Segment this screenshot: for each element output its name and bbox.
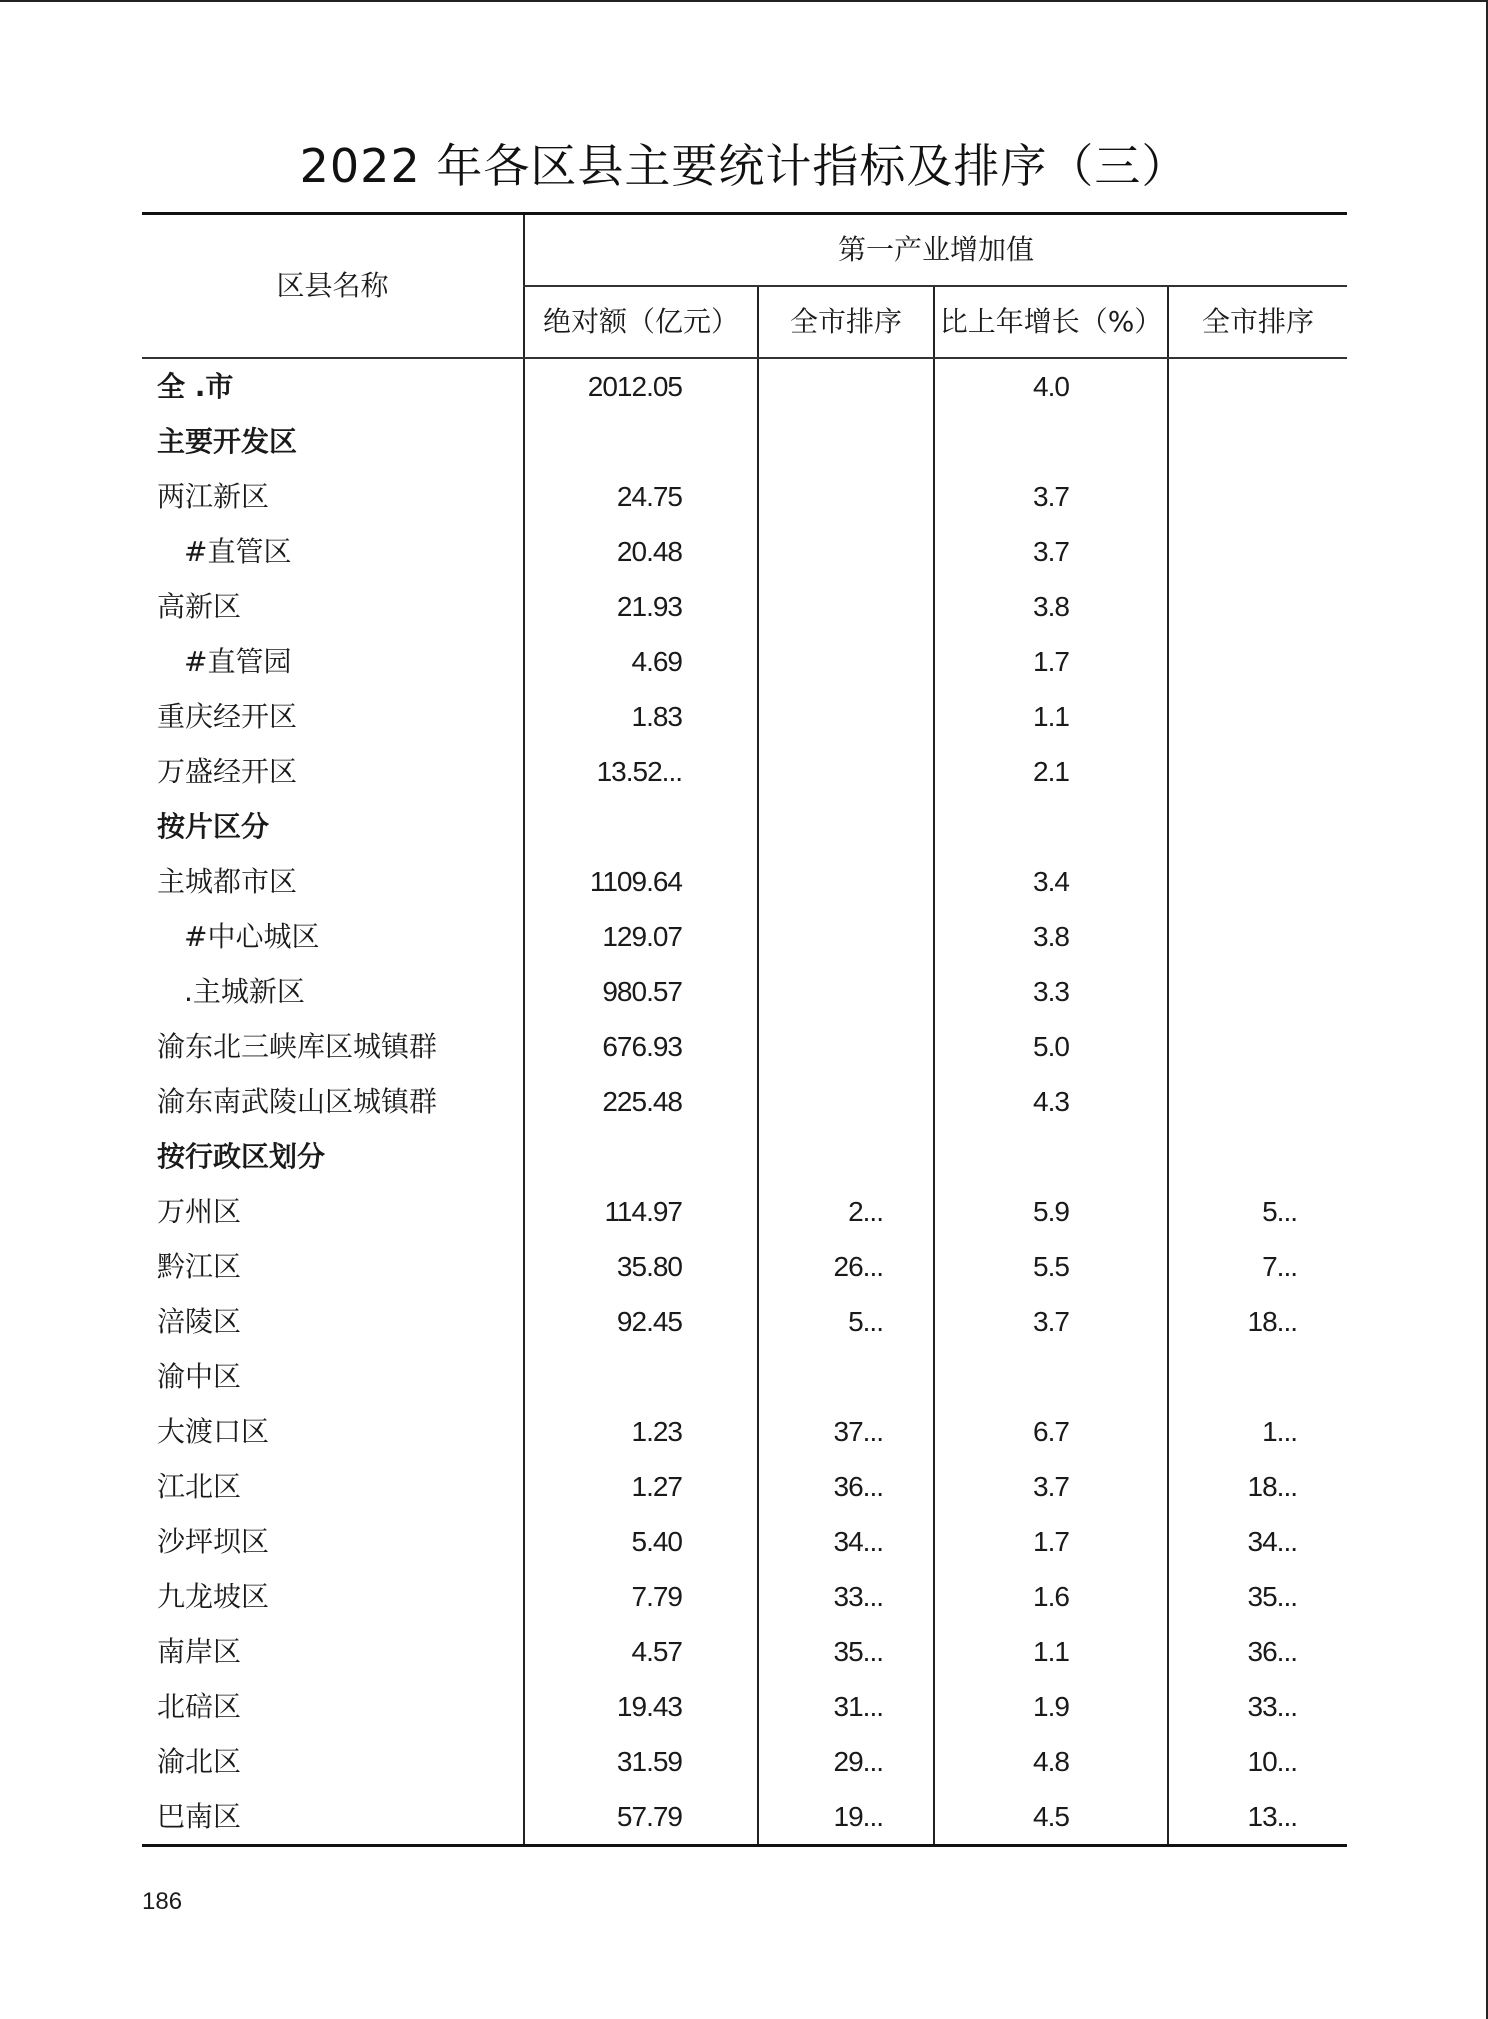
table-row <box>142 1404 1347 1459</box>
region-name-cell: .主城新区 <box>184 975 305 1008</box>
region-name-cell: 万盛经开区 <box>157 755 298 788</box>
rank-growth-cell <box>1168 799 1347 854</box>
growth-rate-cell: 3.3 <box>934 964 1168 1019</box>
page-title: 2022 年各区县主要统计指标及排序（三） <box>299 139 1189 193</box>
region-name-cell: 沙坪坝区 <box>157 1525 270 1558</box>
table-row <box>142 634 1347 689</box>
rank-growth-cell: 34... <box>1168 1514 1347 1569</box>
growth-rate-cell: 3.7 <box>934 469 1168 524</box>
rank-growth-cell <box>1168 689 1347 744</box>
rank-absolute-cell <box>758 634 934 689</box>
rank-growth-cell: 35... <box>1168 1569 1347 1624</box>
growth-rate-cell: 1.7 <box>934 634 1168 689</box>
absolute-value-cell: 129.07 <box>524 909 758 964</box>
region-name-cell: 渝中区 <box>157 1360 242 1393</box>
absolute-value-cell: 21.93 <box>524 579 758 634</box>
table-row <box>142 1679 1347 1734</box>
rank-growth-cell: 5... <box>1168 1184 1347 1239</box>
rank-growth-cell: 7... <box>1168 1239 1347 1294</box>
region-name-cell: 主城都市区 <box>157 865 298 898</box>
absolute-value-cell: 4.69 <box>524 634 758 689</box>
growth-rate-cell: 1.6 <box>934 1569 1168 1624</box>
rank-growth-cell <box>1168 1074 1347 1129</box>
absolute-value-cell: 57.79 <box>524 1789 758 1846</box>
table-row <box>142 1129 1347 1184</box>
growth-rate-cell: 6.7 <box>934 1404 1168 1459</box>
table-row <box>142 579 1347 634</box>
rank-absolute-cell: 26... <box>758 1239 934 1294</box>
rank-growth-cell <box>1168 1019 1347 1074</box>
rank-absolute-cell <box>758 1349 934 1404</box>
statistics-table <box>142 212 1347 1847</box>
header-rank-absolute: 全市排序 <box>758 286 934 358</box>
absolute-value-cell <box>524 799 758 854</box>
rank-growth-cell: 33... <box>1168 1679 1347 1734</box>
rank-growth-cell: 1... <box>1168 1404 1347 1459</box>
growth-rate-cell: 3.8 <box>934 909 1168 964</box>
growth-rate-cell <box>934 1129 1168 1184</box>
rank-growth-cell: 13... <box>1168 1789 1347 1846</box>
rank-growth-cell <box>1168 744 1347 799</box>
table-row <box>142 689 1347 744</box>
growth-rate-cell: 4.5 <box>934 1789 1168 1846</box>
growth-rate-cell: 1.7 <box>934 1514 1168 1569</box>
growth-rate-cell: 1.1 <box>934 1624 1168 1679</box>
absolute-value-cell: 1.27 <box>524 1459 758 1514</box>
rank-absolute-cell <box>758 579 934 634</box>
rank-absolute-cell <box>758 964 934 1019</box>
absolute-value-cell: 19.43 <box>524 1679 758 1734</box>
table-row <box>142 1459 1347 1514</box>
absolute-value-cell: 35.80 <box>524 1239 758 1294</box>
table-row <box>142 964 1347 1019</box>
absolute-value-cell <box>524 1129 758 1184</box>
rank-absolute-cell: 31... <box>758 1679 934 1734</box>
header-group-primary-industry: 第一产业增加值 <box>524 214 1347 287</box>
table-row <box>142 1569 1347 1624</box>
rank-absolute-cell <box>758 1019 934 1074</box>
rank-absolute-cell: 34... <box>758 1514 934 1569</box>
absolute-value-cell: 92.45 <box>524 1294 758 1349</box>
rank-absolute-cell <box>758 799 934 854</box>
table-row <box>142 909 1347 964</box>
region-name-cell: 黔江区 <box>157 1250 242 1283</box>
region-name-cell: 渝东南武陵山区城镇群 <box>157 1085 438 1118</box>
region-name-cell: 重庆经开区 <box>157 700 298 733</box>
rank-absolute-cell: 36... <box>758 1459 934 1514</box>
rank-absolute-cell <box>758 358 934 414</box>
header-region-name: 区县名称 <box>142 214 524 359</box>
table-row <box>142 1184 1347 1239</box>
region-name-cell: #直管区 <box>184 535 292 568</box>
region-name-cell: #中心城区 <box>184 920 320 953</box>
growth-rate-cell <box>934 414 1168 469</box>
table-row <box>142 469 1347 524</box>
rank-growth-cell: 36... <box>1168 1624 1347 1679</box>
rank-absolute-cell <box>758 1129 934 1184</box>
absolute-value-cell: 7.79 <box>524 1569 758 1624</box>
rank-absolute-cell: 37... <box>758 1404 934 1459</box>
rank-absolute-cell <box>758 689 934 744</box>
table-row <box>142 1789 1347 1846</box>
rank-absolute-cell: 2... <box>758 1184 934 1239</box>
rank-absolute-cell <box>758 854 934 909</box>
table-row <box>142 358 1347 414</box>
region-name-cell: 两江新区 <box>157 480 270 513</box>
rank-absolute-cell: 35... <box>758 1624 934 1679</box>
region-name-cell: 巴南区 <box>157 1800 242 1833</box>
region-name-cell: 南岸区 <box>157 1635 242 1668</box>
table-row <box>142 1294 1347 1349</box>
table-row <box>142 1019 1347 1074</box>
table-row <box>142 1239 1347 1294</box>
absolute-value-cell: 5.40 <box>524 1514 758 1569</box>
region-name-cell: 渝北区 <box>157 1745 242 1778</box>
growth-rate-cell: 3.4 <box>934 854 1168 909</box>
rank-growth-cell: 18... <box>1168 1294 1347 1349</box>
rank-growth-cell <box>1168 1349 1347 1404</box>
page-top-border <box>0 0 1488 2</box>
header-rank-growth: 全市排序 <box>1168 286 1347 358</box>
absolute-value-cell: 114.97 <box>524 1184 758 1239</box>
region-name-cell: 主要开发区 <box>157 425 298 458</box>
table-row <box>142 799 1347 854</box>
absolute-value-cell: 13.52... <box>524 744 758 799</box>
rank-absolute-cell <box>758 1074 934 1129</box>
absolute-value-cell: 1.83 <box>524 689 758 744</box>
growth-rate-cell: 4.8 <box>934 1734 1168 1789</box>
region-name-cell: 按片区分 <box>157 810 270 843</box>
rank-absolute-cell: 29... <box>758 1734 934 1789</box>
absolute-value-cell <box>524 1349 758 1404</box>
growth-rate-cell: 5.9 <box>934 1184 1168 1239</box>
table-row <box>142 1624 1347 1679</box>
region-name-cell: 大渡口区 <box>157 1415 270 1448</box>
region-name-cell: 渝东北三峡库区城镇群 <box>157 1030 438 1063</box>
rank-growth-cell: 10... <box>1168 1734 1347 1789</box>
absolute-value-cell: 980.57 <box>524 964 758 1019</box>
region-name-cell: 涪陵区 <box>157 1305 242 1338</box>
rank-absolute-cell <box>758 469 934 524</box>
rank-growth-cell <box>1168 1129 1347 1184</box>
absolute-value-cell: 1109.64 <box>524 854 758 909</box>
rank-absolute-cell <box>758 524 934 579</box>
table-row <box>142 1074 1347 1129</box>
growth-rate-cell: 1.9 <box>934 1679 1168 1734</box>
region-name-cell: 江北区 <box>157 1470 242 1503</box>
absolute-value-cell: 31.59 <box>524 1734 758 1789</box>
rank-growth-cell <box>1168 469 1347 524</box>
absolute-value-cell: 676.93 <box>524 1019 758 1074</box>
growth-rate-cell: 5.0 <box>934 1019 1168 1074</box>
rank-absolute-cell <box>758 744 934 799</box>
page-number: 186 <box>142 1888 183 1915</box>
rank-growth-cell <box>1168 854 1347 909</box>
rank-growth-cell <box>1168 634 1347 689</box>
growth-rate-cell: 4.0 <box>934 358 1168 414</box>
table-row <box>142 1514 1347 1569</box>
region-name-cell: 九龙坡区 <box>157 1580 270 1613</box>
absolute-value-cell: 2012.05 <box>524 358 758 414</box>
rank-absolute-cell: 5... <box>758 1294 934 1349</box>
absolute-value-cell: 4.57 <box>524 1624 758 1679</box>
region-name-cell: 北碚区 <box>157 1690 242 1723</box>
rank-growth-cell <box>1168 579 1347 634</box>
table-row <box>142 1349 1347 1404</box>
rank-absolute-cell: 33... <box>758 1569 934 1624</box>
rank-absolute-cell <box>758 909 934 964</box>
rank-absolute-cell <box>758 414 934 469</box>
table-row <box>142 414 1347 469</box>
growth-rate-cell: 4.3 <box>934 1074 1168 1129</box>
rank-growth-cell <box>1168 964 1347 1019</box>
rank-growth-cell <box>1168 909 1347 964</box>
rank-absolute-cell: 19... <box>758 1789 934 1846</box>
growth-rate-cell: 3.7 <box>934 524 1168 579</box>
absolute-value-cell: 24.75 <box>524 469 758 524</box>
growth-rate-cell <box>934 799 1168 854</box>
absolute-value-cell: 1.23 <box>524 1404 758 1459</box>
table-row <box>142 524 1347 579</box>
region-name-cell: 全 .市 <box>157 370 234 403</box>
absolute-value-cell: 20.48 <box>524 524 758 579</box>
growth-rate-cell <box>934 1349 1168 1404</box>
rank-growth-cell: 18... <box>1168 1459 1347 1514</box>
rank-growth-cell <box>1168 358 1347 414</box>
absolute-value-cell <box>524 414 758 469</box>
rank-growth-cell <box>1168 524 1347 579</box>
table-row <box>142 744 1347 799</box>
growth-rate-cell: 3.7 <box>934 1459 1168 1514</box>
growth-rate-cell: 3.7 <box>934 1294 1168 1349</box>
table-header <box>142 214 1347 359</box>
region-name-cell: #直管园 <box>184 645 292 678</box>
region-name-cell: 高新区 <box>157 590 242 623</box>
region-name-cell: 按行政区划分 <box>157 1140 326 1173</box>
table-row <box>142 1734 1347 1789</box>
growth-rate-cell: 2.1 <box>934 744 1168 799</box>
rank-growth-cell <box>1168 414 1347 469</box>
growth-rate-cell: 5.5 <box>934 1239 1168 1294</box>
region-name-cell: 万州区 <box>157 1195 242 1228</box>
absolute-value-cell: 225.48 <box>524 1074 758 1129</box>
header-absolute-value: 绝对额（亿元） <box>524 286 758 358</box>
table-body <box>142 358 1347 1846</box>
growth-rate-cell: 3.8 <box>934 579 1168 634</box>
growth-rate-cell: 1.1 <box>934 689 1168 744</box>
header-growth-rate: 比上年增长（%） <box>934 286 1168 358</box>
table-row <box>142 854 1347 909</box>
